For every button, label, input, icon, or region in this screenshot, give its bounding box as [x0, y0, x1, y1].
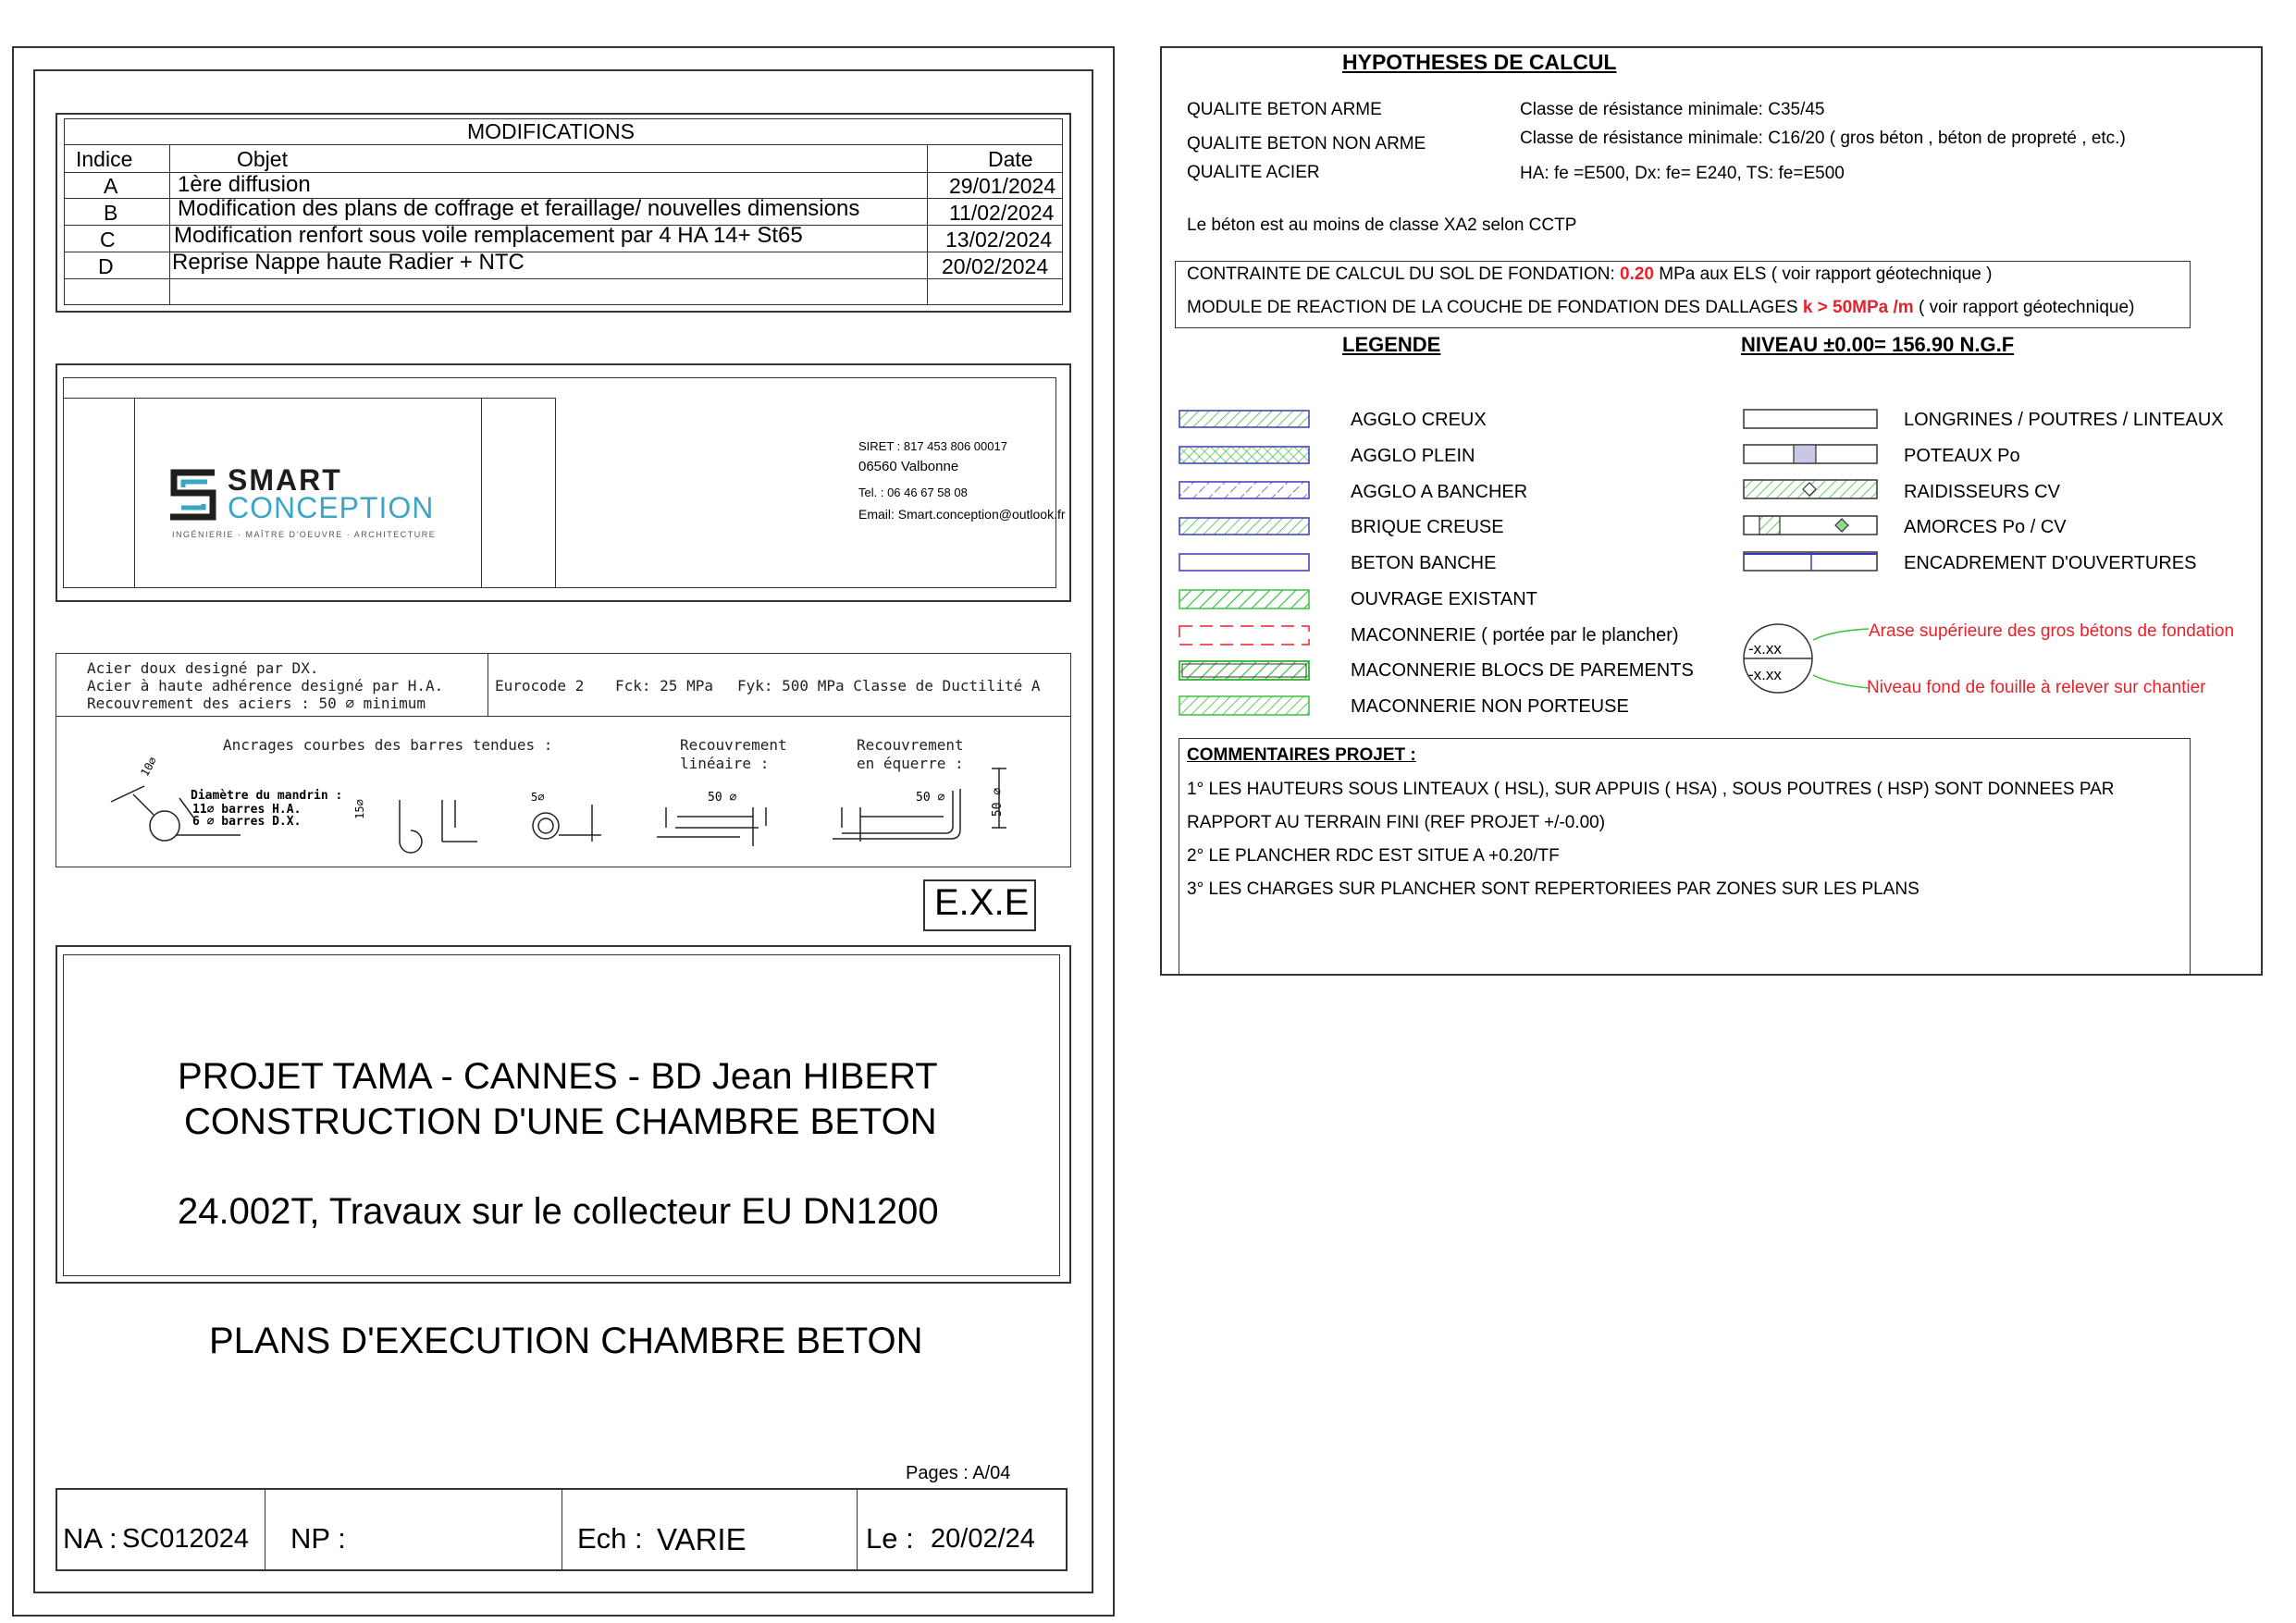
- header-objet: Objet: [237, 147, 288, 171]
- commentaire-line-2: RAPPORT AU TERRAIN FINI (REF PROJET +/-0.00): [1187, 813, 1606, 832]
- header-indice: Indice: [76, 147, 133, 171]
- legend-poteaux: POTEAUX Po: [1904, 446, 2020, 466]
- swatch-longrines: [1743, 409, 1878, 429]
- fyk-label: Fyk: 500 MPa Classe de Ductilité A: [737, 677, 1041, 695]
- company-email: Email: Smart.conception@outlook.fr: [858, 507, 1066, 522]
- dim-15-label: 15⌀: [352, 799, 366, 819]
- hyp-value-beton-arme: Classe de résistance minimale: C35/45: [1520, 100, 1825, 119]
- logo-s-mark-icon: [167, 467, 222, 524]
- swatch-agglo-plein: [1179, 446, 1310, 464]
- swatch-maconnerie-portee: [1179, 625, 1310, 646]
- mandrin-dx: 6 ⌀ barres D.X.: [192, 815, 302, 829]
- anchorage-drawings: [56, 717, 1071, 865]
- dim-50-eq-label: 50 ⌀: [916, 791, 945, 805]
- legend-longrines: LONGRINES / POUTRES / LINTEAUX: [1904, 410, 2224, 430]
- commentaire-line-1: 1° LES HAUTEURS SOUS LINTEAUX ( HSL), SUR APPUIS ( HSA) , SOUS POUTRES ( HSP) SONT DONNEES PAR: [1187, 780, 2115, 799]
- legend-brique-creuse: BRIQUE CREUSE: [1351, 517, 1504, 537]
- legend-ouvrage-existant: OUVRAGE EXISTANT: [1351, 589, 1537, 609]
- contrainte-note: MPa aux ELS ( voir rapport géotechnique ): [1654, 264, 1993, 284]
- row-c-indice: C: [100, 227, 116, 252]
- steel-note-ha: Acier à haute adhérence designé par H.A.: [87, 677, 444, 695]
- fck-label: Fck: 25 MPa: [615, 677, 713, 695]
- ech-label: Ech :: [577, 1522, 643, 1555]
- level-bottom-value: -x.xx: [1748, 666, 1782, 683]
- legend-agglo-creux: AGGLO CREUX: [1351, 410, 1487, 430]
- hyp-value-beton-non-arme: Classe de résistance minimale: C16/20 ( gros béton , béton de propreté , etc.): [1520, 129, 2126, 148]
- commentaire-line-3: 2° LE PLANCHER RDC EST SITUE A +0.20/TF: [1187, 846, 1560, 866]
- swatch-beton-banche: [1179, 553, 1310, 572]
- contrainte-line: [1187, 264, 1992, 285]
- le-value: 20/02/24: [931, 1524, 1035, 1554]
- dim-5-label: 5⌀: [531, 791, 545, 804]
- legend-maconnerie-portee: MACONNERIE ( portée par le plancher): [1351, 625, 1679, 646]
- logo-conception-text: CONCEPTION: [228, 491, 435, 524]
- steel-note-recouvrement: Recouvrement des aciers : 50 ⌀ minimum: [87, 695, 426, 712]
- rec-eq-label-2: en équerre :: [857, 755, 964, 772]
- module-note: ( voir rapport géotechnique): [1913, 298, 2135, 317]
- hyp-label-acier: QUALITE ACIER: [1187, 163, 1320, 182]
- row-b-objet: Modification des plans de coffrage et feraillage/ nouvelles dimensions: [178, 196, 860, 221]
- plans-title: PLANS D'EXECUTION CHAMBRE BETON: [209, 1321, 923, 1361]
- legend-maconnerie-parements: MACONNERIE BLOCS DE PAREMENTS: [1351, 660, 1694, 681]
- le-label: Le :: [866, 1522, 914, 1555]
- level-fond-note: Niveau fond de fouille à relever sur chantier: [1867, 678, 2206, 697]
- commentaire-line-4: 3° LES CHARGES SUR PLANCHER SONT REPERTORIEES PAR ZONES SUR LES PLANS: [1187, 879, 1920, 899]
- dim-50-lin-label: 50 ⌀: [708, 791, 737, 805]
- mandrin-title: Diamètre du mandrin :: [191, 789, 343, 803]
- row-a-objet: 1ère diffusion: [178, 172, 311, 197]
- steel-note-dx: Acier doux designé par DX.: [87, 659, 319, 677]
- swatch-agglo-a-bancher: [1179, 481, 1310, 499]
- project-line-1: PROJET TAMA - CANNES - BD Jean HIBERT: [178, 1056, 938, 1097]
- commentaires-title: COMMENTAIRES PROJET :: [1187, 745, 1416, 765]
- contrainte-text: CONTRAINTE DE CALCUL DU SOL DE FONDATION:: [1187, 264, 1621, 284]
- legend-agglo-a-bancher: AGGLO A BANCHER: [1351, 482, 1528, 502]
- swatch-agglo-creux: [1179, 410, 1310, 428]
- legend-amorces: AMORCES Po / CV: [1904, 517, 2067, 537]
- row-c-objet: Modification renfort sous voile remplacement par 4 HA 14+ St65: [174, 223, 803, 248]
- na-label: NA :: [63, 1522, 117, 1555]
- logo-smart-text: SMART: [228, 463, 342, 497]
- row-c-date: 13/02/2024: [945, 227, 1053, 252]
- pages-label: Pages : A/04: [906, 1463, 1011, 1483]
- contrainte-value: 0.20: [1620, 264, 1654, 284]
- ech-value: VARIE: [657, 1522, 747, 1556]
- swatch-maconnerie-non-porteuse: [1179, 695, 1310, 716]
- swatch-encadrement: [1743, 551, 1878, 572]
- company-tel: Tel. : 06 46 67 58 08: [858, 486, 968, 499]
- row-b-indice: B: [104, 201, 118, 225]
- swatch-ouvrage-existant: [1179, 589, 1310, 609]
- niveau-label: NIVEAU ±0.00= 156.90 N.G.F: [1741, 333, 2015, 356]
- legend-encadrement: ENCADREMENT D'OUVERTURES: [1904, 553, 2197, 573]
- module-line: [1187, 298, 2134, 318]
- company-logo: [167, 463, 463, 541]
- legend-beton-banche: BETON BANCHE: [1351, 553, 1497, 573]
- hyp-value-acier: HA: fe =E500, Dx: fe= E240, TS: fe=E500: [1520, 164, 1845, 183]
- logo-tagline: INGÉNIERIE · MAÎTRE D'OEUVRE · ARCHITECTURE: [172, 530, 437, 539]
- ancrages-label: Ancrages courbes des barres tendues :: [223, 736, 553, 754]
- rec-lin-label-1: Recouvrement: [680, 736, 787, 754]
- eurocode-label: Eurocode 2: [495, 677, 585, 695]
- project-line-2: CONSTRUCTION D'UNE CHAMBRE BETON: [184, 1101, 937, 1142]
- legend-maconnerie-non-porteuse: MACONNERIE NON PORTEUSE: [1351, 696, 1629, 717]
- module-text: MODULE DE REACTION DE LA COUCHE DE FONDATION DES DALLAGES: [1187, 298, 1803, 317]
- rec-eq-label-1: Recouvrement: [857, 736, 964, 754]
- hyp-xa2-note: Le béton est au moins de classe XA2 selon CCTP: [1187, 215, 1577, 235]
- swatch-poteaux: [1743, 444, 1878, 464]
- swatch-amorces: [1743, 515, 1878, 535]
- hyp-label-beton-non-arme: QUALITE BETON NON ARME: [1187, 134, 1426, 154]
- company-city: 06560 Valbonne: [858, 459, 959, 474]
- modifications-title: MODIFICATIONS: [467, 119, 636, 143]
- row-a-indice: A: [104, 174, 118, 198]
- na-value: SC012024: [122, 1524, 250, 1554]
- module-value: k > 50MPa /m: [1802, 298, 1914, 317]
- row-d-indice: D: [98, 254, 114, 278]
- exe-label: E.X.E: [934, 882, 1030, 923]
- swatch-brique-creuse: [1179, 517, 1310, 535]
- hyp-label-beton-arme: QUALITE BETON ARME: [1187, 100, 1382, 119]
- row-d-objet: Reprise Nappe haute Radier + NTC: [172, 250, 525, 275]
- np-label: NP :: [290, 1522, 346, 1555]
- row-a-date: 29/01/2024: [949, 174, 1056, 198]
- dim-10-label: 10⌀: [138, 755, 160, 779]
- legende-title: LEGENDE: [1342, 333, 1441, 356]
- row-b-date: 11/02/2024: [949, 201, 1055, 225]
- swatch-raidisseurs: [1743, 479, 1878, 499]
- level-top-value: -x.xx: [1748, 640, 1782, 658]
- swatch-maconnerie-parements: [1179, 660, 1310, 681]
- project-line-3: 24.002T, Travaux sur le collecteur EU DN1200: [178, 1191, 939, 1232]
- legend-agglo-plein: AGGLO PLEIN: [1351, 446, 1475, 466]
- dim-50-eq-vertical-label: 50 ⌀: [991, 787, 1006, 818]
- mandrin-ha: 11⌀ barres H.A.: [192, 803, 302, 817]
- rec-lin-label-2: linéaire :: [680, 755, 770, 772]
- row-d-date: 20/02/2024: [942, 254, 1049, 278]
- hypotheses-title: HYPOTHESES DE CALCUL: [1342, 50, 1617, 74]
- company-siret: SIRET : 817 453 806 00017: [858, 439, 1007, 453]
- level-arase-note: Arase supérieure des gros bétons de fondation: [1869, 621, 2235, 641]
- legend-raidisseurs: RAIDISSEURS CV: [1904, 482, 2060, 502]
- header-date: Date: [988, 147, 1033, 171]
